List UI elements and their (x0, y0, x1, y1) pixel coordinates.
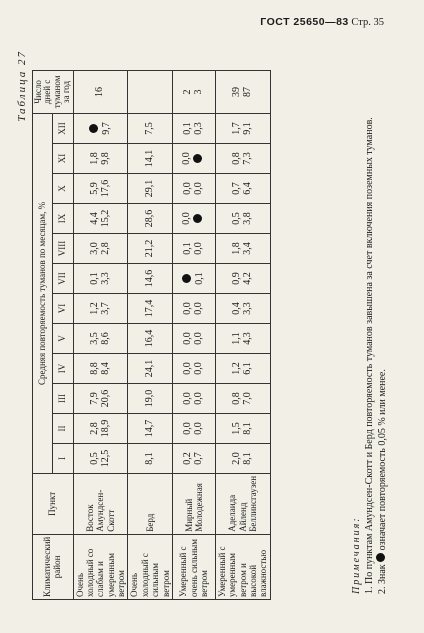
value-cell (172, 233, 215, 263)
value-text: 0,5 (231, 212, 243, 225)
days-cell (215, 70, 270, 113)
value-cell (215, 353, 270, 383)
value-cell (172, 113, 215, 143)
note-2 (376, 117, 389, 594)
value-text: 29,1 (143, 179, 155, 198)
month-header: II (53, 413, 73, 443)
dot-value (89, 116, 102, 141)
value-text: 1,8 (231, 242, 243, 255)
table-row (172, 70, 215, 599)
header-station: Пункт (33, 473, 74, 534)
value-text: 1,8 (89, 152, 101, 165)
value-cell (172, 293, 215, 323)
month-header: XI (53, 143, 73, 173)
value-text: 1,1 (231, 332, 243, 345)
value-text: 0,0 (192, 302, 204, 315)
value-text: 28,6 (143, 209, 155, 228)
value-cell (172, 203, 215, 233)
notes (350, 117, 389, 594)
value-cell (172, 413, 215, 443)
value-cell (73, 263, 128, 293)
climate-cell: Умеренный с очень сильным ветром (172, 534, 215, 599)
table-body (73, 70, 270, 599)
value-text: 9,1 (241, 122, 253, 135)
days-value: 87 (241, 86, 253, 97)
month-header: VI (53, 293, 73, 323)
climate-cell: Умеренный с умеренным ветром и высокой влажностью (215, 534, 270, 599)
value-text: 1,5 (231, 422, 243, 435)
dot-symbol (182, 274, 191, 283)
value-text: 0,9 (231, 272, 243, 285)
value-cell (128, 443, 172, 473)
value-text: 17,4 (143, 299, 155, 318)
value-cell (73, 113, 128, 143)
value-cell (128, 383, 172, 413)
rotated-table-block (16, 40, 408, 600)
days-value: 3 (192, 89, 204, 95)
days-cell (172, 70, 215, 113)
value-cell (215, 323, 270, 353)
dot-symbol (376, 553, 385, 562)
month-header: XII (53, 113, 73, 143)
dot-value (182, 266, 195, 291)
value-text: 6,1 (241, 362, 253, 375)
fog-frequency-table (32, 70, 271, 600)
value-cell (215, 173, 270, 203)
value-cell (215, 233, 270, 263)
value-text: 2,0 (231, 452, 243, 465)
value-text: 0,5 (89, 452, 101, 465)
value-text: 18,9 (99, 419, 111, 438)
value-text: 3,3 (99, 272, 111, 285)
value-text: 7,9 (89, 392, 101, 405)
station-cell: Аделаида Айленд Беллинсгаузен (215, 473, 270, 534)
value-cell (172, 443, 215, 473)
value-cell (73, 413, 128, 443)
value-text: 3,8 (241, 212, 253, 225)
value-cell (73, 143, 128, 173)
value-text: 0,0 (192, 182, 204, 195)
value-cell (172, 323, 215, 353)
value-cell (172, 263, 215, 293)
value-text: 6,4 (241, 182, 253, 195)
value-cell (128, 203, 172, 233)
value-text: 0,0 (181, 152, 193, 165)
value-text: 17,6 (99, 179, 111, 198)
value-text: 0,0 (182, 392, 194, 405)
value-text: 8,1 (143, 452, 155, 465)
month-header: VII (53, 263, 73, 293)
value-cell (73, 203, 128, 233)
value-text: 0,0 (182, 362, 194, 375)
station-cell: Восток Амундсен-Скотт (73, 473, 128, 534)
month-header: III (53, 383, 73, 413)
dot-value (193, 206, 206, 231)
dot-value (193, 146, 206, 171)
value-text: 14,6 (143, 269, 155, 288)
value-text: 0,8 (231, 152, 243, 165)
value-cell (128, 173, 172, 203)
value-text: 2,8 (99, 242, 111, 255)
value-cell (128, 233, 172, 263)
header-days: Число дней с туманом за год (33, 70, 74, 113)
value-cell (73, 443, 128, 473)
value-cell (215, 203, 270, 233)
climate-cell: Очень холодный с сильным ветром (128, 534, 172, 599)
value-text: 16,4 (143, 329, 155, 348)
value-text: 0,4 (231, 302, 243, 315)
value-text: 0,1 (89, 272, 101, 285)
value-text: 21,2 (143, 239, 155, 258)
days-value: 39 (231, 86, 243, 97)
value-cell (73, 323, 128, 353)
value-cell (73, 353, 128, 383)
days-value: 2 (182, 89, 194, 95)
month-header: VIII (53, 233, 73, 263)
value-text: 7,0 (241, 392, 253, 405)
value-text: 8,8 (89, 362, 101, 375)
value-text: 0,1 (193, 272, 205, 285)
value-text: 8,1 (241, 452, 253, 465)
standard-number: ГОСТ 25650—83 (260, 16, 349, 28)
value-cell (128, 143, 172, 173)
station-cell: Берд (128, 473, 172, 534)
value-text: 1,2 (231, 362, 243, 375)
value-cell (172, 143, 215, 173)
value-text: 0,0 (192, 422, 204, 435)
note-2-prefix: 2. Знак (377, 564, 388, 594)
value-text: 0,7 (192, 452, 204, 465)
value-text: 14,7 (143, 419, 155, 438)
value-cell (172, 383, 215, 413)
value-cell (128, 113, 172, 143)
month-header: V (53, 323, 73, 353)
value-cell (172, 173, 215, 203)
value-text: 7,3 (241, 152, 253, 165)
value-text: 0,3 (192, 122, 204, 135)
value-cell (215, 443, 270, 473)
value-cell (128, 293, 172, 323)
value-text: 9,8 (99, 152, 111, 165)
value-text: 12,5 (99, 449, 111, 468)
value-text: 9,7 (100, 122, 112, 135)
value-text: 0,0 (182, 422, 194, 435)
table-row (215, 70, 270, 599)
header-group: Средняя повторяемость туманов по месяцам, % (33, 113, 53, 473)
value-cell (215, 383, 270, 413)
table-row (128, 70, 172, 599)
month-header: I (53, 443, 73, 473)
dot-symbol (89, 124, 98, 133)
value-text: 0,0 (192, 392, 204, 405)
days-value: 16 (94, 86, 106, 97)
value-cell (215, 263, 270, 293)
value-text: 8,4 (99, 362, 111, 375)
value-cell (128, 323, 172, 353)
value-cell (215, 113, 270, 143)
value-text: 0,0 (192, 332, 204, 345)
value-cell (215, 143, 270, 173)
value-text: 4,3 (241, 332, 253, 345)
value-text: 0,1 (182, 122, 194, 135)
value-text: 0,7 (231, 182, 243, 195)
value-text: 3,5 (89, 332, 101, 345)
value-text: 3,3 (241, 302, 253, 315)
page-header (260, 16, 384, 28)
value-text: 0,0 (182, 332, 194, 345)
value-cell (73, 233, 128, 263)
value-text: 2,8 (89, 422, 101, 435)
value-cell (73, 383, 128, 413)
value-text: 4,4 (89, 212, 101, 225)
value-text: 14,1 (143, 149, 155, 168)
value-cell (73, 293, 128, 323)
value-text: 3,7 (99, 302, 111, 315)
value-text: 0,0 (182, 182, 194, 195)
station-cell: Мирный Молодежная (172, 473, 215, 534)
value-text: 19,0 (143, 389, 155, 408)
climate-cell: Очень холодный со слабым и умеренным ветром (73, 534, 128, 599)
value-text: 3,4 (241, 242, 253, 255)
value-text: 1,2 (89, 302, 101, 315)
month-header: IV (53, 353, 73, 383)
days-cell (128, 70, 172, 113)
value-text: 0,2 (182, 452, 194, 465)
value-cell (172, 353, 215, 383)
dot-symbol (193, 154, 202, 163)
month-header: IX (53, 203, 73, 233)
value-text: 7,5 (143, 122, 155, 135)
table-caption: Таблица 27 (16, 50, 28, 122)
value-text: 5,9 (89, 182, 101, 195)
value-cell (215, 293, 270, 323)
note-2-suffix: означает повторяемость 0,05 % или менее. (377, 369, 388, 551)
value-text: 0,0 (182, 302, 194, 315)
value-cell (128, 353, 172, 383)
table-row (73, 70, 128, 599)
value-text: 0,0 (192, 242, 204, 255)
value-text: 20,6 (99, 389, 111, 408)
value-text: 15,2 (99, 209, 111, 228)
dot-symbol (193, 214, 202, 223)
value-text: 0,0 (181, 212, 193, 225)
note-1: 1. По пунктам Амундсен-Скотт и Берд повторяемость туманов завышена за счет включения поземных туманов. (364, 117, 375, 594)
days-cell (73, 70, 128, 113)
notes-title: Примечания: (351, 516, 362, 594)
value-text: 8,1 (241, 422, 253, 435)
value-text: 0,8 (231, 392, 243, 405)
header-climate: Климатический район (33, 534, 74, 599)
value-text: 3,0 (89, 242, 101, 255)
value-cell (128, 413, 172, 443)
value-cell (128, 263, 172, 293)
value-text: 0,1 (182, 242, 194, 255)
value-cell (215, 413, 270, 443)
value-cell (73, 173, 128, 203)
value-text: 0,0 (192, 362, 204, 375)
value-text: 1,7 (231, 122, 243, 135)
value-text: 4,2 (241, 272, 253, 285)
value-text: 8,6 (99, 332, 111, 345)
month-header: X (53, 173, 73, 203)
page-number: Стр. 35 (351, 17, 384, 28)
value-text: 24,1 (143, 359, 155, 378)
